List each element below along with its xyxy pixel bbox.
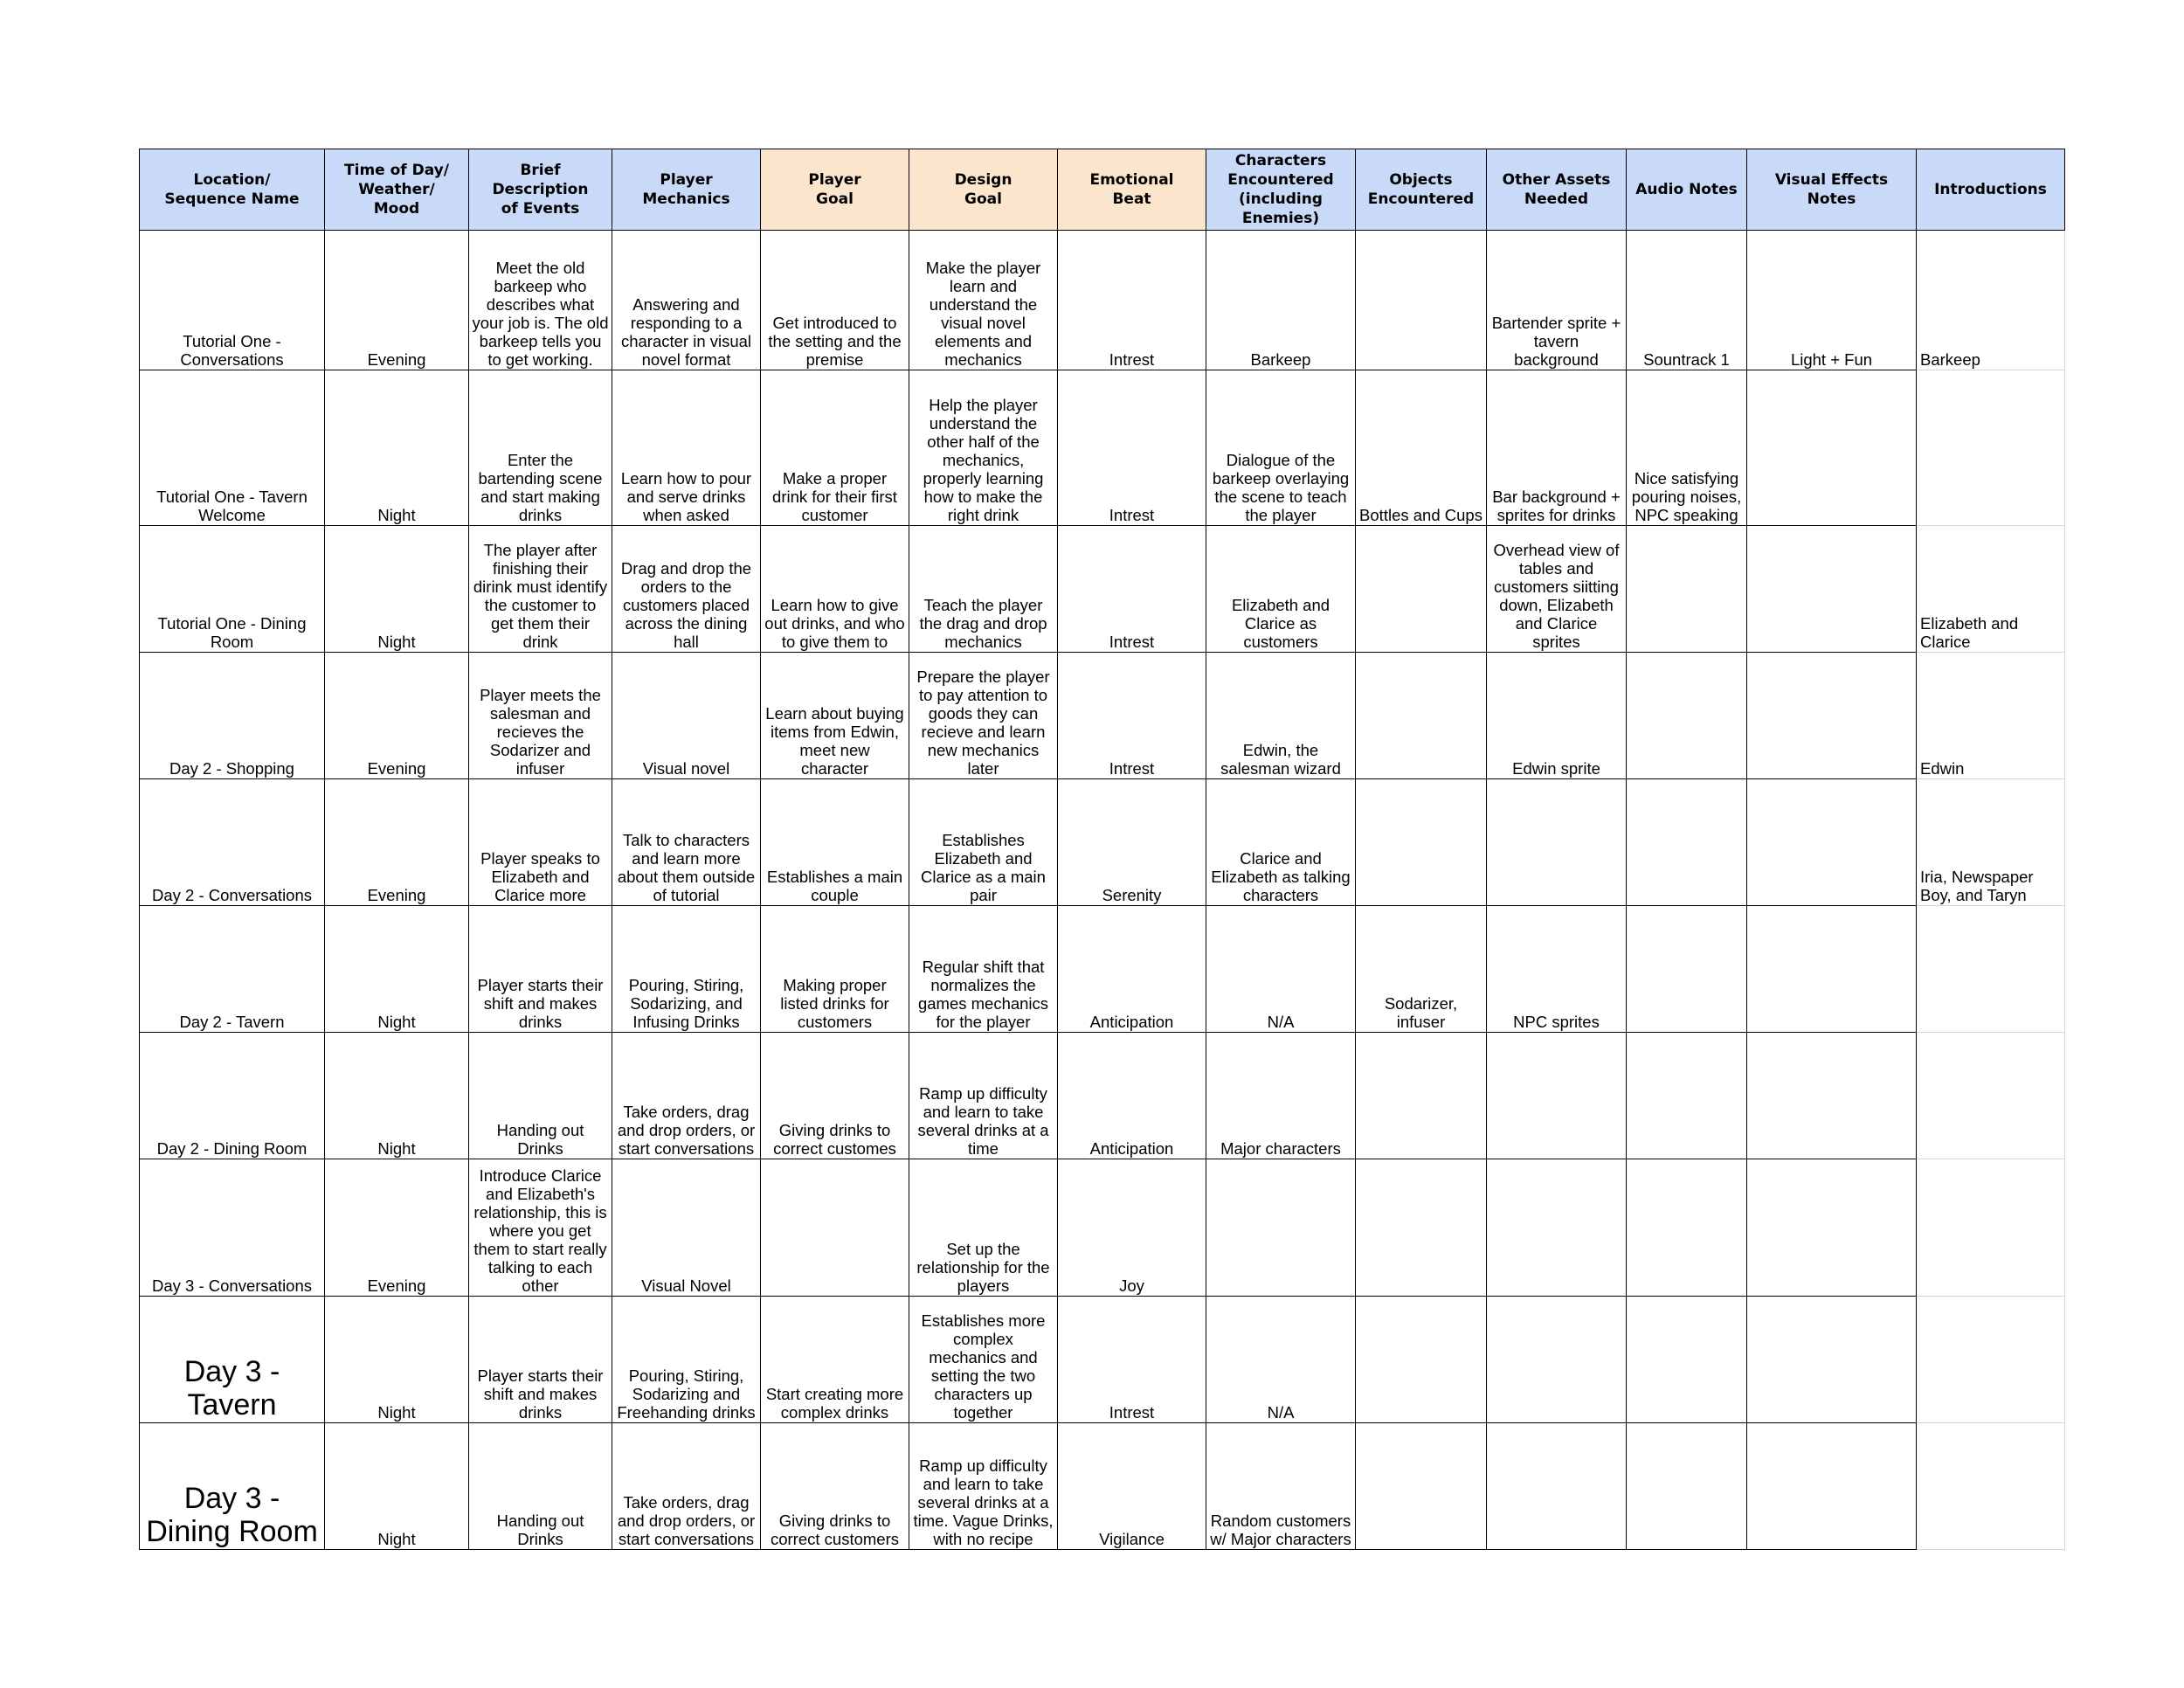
cell-design-goal: Prepare the player to pay attention to goods they can recieve and learn new mechanics later [909, 653, 1058, 779]
cell-introductions [1917, 1033, 2065, 1159]
cell-objects [1356, 1033, 1487, 1159]
cell-player-mechanics: Visual Novel [612, 1159, 761, 1297]
cell-description: Player speaks to Elizabeth and Clarice more [469, 779, 612, 906]
cell-audio-notes [1627, 906, 1747, 1033]
cell-objects [1356, 231, 1487, 370]
cell-other-assets: Bartender sprite + tavern background [1487, 231, 1627, 370]
cell-audio-notes: Nice satisfying pouring noises, NPC speaking [1627, 370, 1747, 526]
cell-description: Player meets the salesman and recieves the Sodarizer and infuser [469, 653, 612, 779]
cell-objects [1356, 1159, 1487, 1297]
cell-description: The player after finishing their dirink must identify the customer to get them their drink [469, 526, 612, 653]
cell-objects: Bottles and Cups [1356, 370, 1487, 526]
cell-characters: N/A [1206, 1297, 1356, 1423]
table-row [140, 779, 2065, 906]
cell-player-goal [761, 1159, 909, 1297]
cell-objects [1356, 1423, 1487, 1550]
cell-introductions: Elizabeth and Clarice [1917, 526, 2065, 653]
cell-visual-effects [1747, 779, 1917, 906]
cell-audio-notes [1627, 1159, 1747, 1297]
cell-player-mechanics: Pouring, Stiring, Sodarizing and Freehanding drinks [612, 1297, 761, 1423]
cell-player-goal: Start creating more complex drinks [761, 1297, 909, 1423]
cell-other-assets: Edwin sprite [1487, 653, 1627, 779]
cell-time-of-day: Night [325, 1297, 469, 1423]
cell-player-mechanics: Take orders, drag and drop orders, or start conversations [612, 1423, 761, 1550]
cell-time-of-day: Evening [325, 653, 469, 779]
cell-location: Tutorial One - Tavern Welcome [140, 370, 325, 526]
cell-visual-effects [1747, 1159, 1917, 1297]
cell-description: Introduce Clarice and Elizabeth's relationship, this is where you get them to start really talking to each other [469, 1159, 612, 1297]
cell-time-of-day: Night [325, 906, 469, 1033]
cell-introductions: Iria, Newspaper Boy, and Taryn [1917, 779, 2065, 906]
cell-description: Handing out Drinks [469, 1033, 612, 1159]
table-row [140, 1423, 2065, 1550]
column-header-visual-effects: Visual Effects Notes [1747, 149, 1917, 231]
cell-location: Day 2 - Shopping [140, 653, 325, 779]
cell-description: Meet the old barkeep who describes what your job is. The old barkeep tells you to get working. [469, 231, 612, 370]
cell-design-goal: Teach the player the drag and drop mechanics [909, 526, 1058, 653]
cell-location: Day 3 - Tavern [140, 1297, 325, 1423]
cell-player-goal: Making proper listed drinks for customers [761, 906, 909, 1033]
table-row [140, 526, 2065, 653]
cell-characters: Dialogue of the barkeep overlaying the scene to teach the player [1206, 370, 1356, 526]
cell-player-goal: Learn about buying items from Edwin, meet new character [761, 653, 909, 779]
table-row [140, 231, 2065, 370]
cell-location: Day 3 - Dining Room [140, 1423, 325, 1550]
column-header-time-of-day: Time of Day/ Weather/ Mood [325, 149, 469, 231]
cell-design-goal: Establishes Elizabeth and Clarice as a main pair [909, 779, 1058, 906]
cell-objects [1356, 1297, 1487, 1423]
column-header-player-goal: Player Goal [761, 149, 909, 231]
cell-emotional-beat: Intrest [1058, 526, 1206, 653]
cell-audio-notes [1627, 1033, 1747, 1159]
cell-player-mechanics: Talk to characters and learn more about them outside of tutorial [612, 779, 761, 906]
cell-time-of-day: Evening [325, 779, 469, 906]
cell-player-goal: Giving drinks to correct customes [761, 1033, 909, 1159]
cell-emotional-beat: Anticipation [1058, 906, 1206, 1033]
cell-player-goal: Get introduced to the setting and the premise [761, 231, 909, 370]
column-header-characters: Characters Encountered (including Enemies) [1206, 149, 1356, 231]
cell-location: Tutorial One - Dining Room [140, 526, 325, 653]
cell-introductions [1917, 906, 2065, 1033]
cell-characters: Barkeep [1206, 231, 1356, 370]
cell-design-goal: Ramp up difficulty and learn to take several drinks at a time. Vague Drinks, with no recipe [909, 1423, 1058, 1550]
cell-audio-notes [1627, 779, 1747, 906]
cell-introductions: Barkeep [1917, 231, 2065, 370]
cell-emotional-beat: Joy [1058, 1159, 1206, 1297]
cell-introductions [1917, 1423, 2065, 1550]
cell-other-assets: Bar background + sprites for drinks [1487, 370, 1627, 526]
cell-player-goal: Giving drinks to correct customers [761, 1423, 909, 1550]
cell-description: Player starts their shift and makes drinks [469, 1297, 612, 1423]
table-row [140, 1033, 2065, 1159]
column-header-emotional-beat: Emotional Beat [1058, 149, 1206, 231]
cell-characters: Major characters [1206, 1033, 1356, 1159]
cell-design-goal: Regular shift that normalizes the games mechanics for the player [909, 906, 1058, 1033]
cell-description: Handing out Drinks [469, 1423, 612, 1550]
cell-objects [1356, 779, 1487, 906]
cell-introductions [1917, 370, 2065, 526]
cell-other-assets [1487, 1159, 1627, 1297]
cell-time-of-day: Evening [325, 231, 469, 370]
cell-time-of-day: Evening [325, 1159, 469, 1297]
cell-design-goal: Make the player learn and understand the visual novel elements and mechanics [909, 231, 1058, 370]
cell-characters: Clarice and Elizabeth as talking characters [1206, 779, 1356, 906]
table-body [140, 231, 2065, 1550]
cell-description: Player starts their shift and makes drinks [469, 906, 612, 1033]
cell-other-assets [1487, 779, 1627, 906]
table-row [140, 1297, 2065, 1423]
cell-player-mechanics: Answering and responding to a character in visual novel format [612, 231, 761, 370]
cell-time-of-day: Night [325, 526, 469, 653]
cell-time-of-day: Night [325, 1033, 469, 1159]
cell-time-of-day: Night [325, 370, 469, 526]
cell-emotional-beat: Vigilance [1058, 1423, 1206, 1550]
cell-audio-notes [1627, 526, 1747, 653]
cell-visual-effects [1747, 906, 1917, 1033]
column-header-other-assets: Other Assets Needed [1487, 149, 1627, 231]
design-document-table [139, 149, 2065, 1550]
column-header-brief-description: Brief Description of Events [469, 149, 612, 231]
cell-design-goal: Ramp up difficulty and learn to take several drinks at a time [909, 1033, 1058, 1159]
cell-characters: N/A [1206, 906, 1356, 1033]
cell-objects: Sodarizer, infuser [1356, 906, 1487, 1033]
cell-design-goal: Help the player understand the other half of the mechanics, properly learning how to make the right drink [909, 370, 1058, 526]
cell-location: Day 2 - Conversations [140, 779, 325, 906]
cell-design-goal: Set up the relationship for the players [909, 1159, 1058, 1297]
cell-visual-effects [1747, 1423, 1917, 1550]
cell-visual-effects [1747, 526, 1917, 653]
cell-introductions: Edwin [1917, 653, 2065, 779]
cell-objects [1356, 526, 1487, 653]
cell-audio-notes [1627, 1423, 1747, 1550]
cell-location: Tutorial One - Conversations [140, 231, 325, 370]
cell-player-goal: Learn how to give out drinks, and who to give them to [761, 526, 909, 653]
cell-other-assets [1487, 1033, 1627, 1159]
cell-player-goal: Make a proper drink for their first customer [761, 370, 909, 526]
cell-audio-notes [1627, 1297, 1747, 1423]
table-row [140, 906, 2065, 1033]
cell-emotional-beat: Intrest [1058, 1297, 1206, 1423]
cell-time-of-day: Night [325, 1423, 469, 1550]
table-row [140, 370, 2065, 526]
cell-location: Day 2 - Tavern [140, 906, 325, 1033]
cell-other-assets [1487, 1423, 1627, 1550]
cell-player-goal: Establishes a main couple [761, 779, 909, 906]
column-header-location: Location/ Sequence Name [140, 149, 325, 231]
cell-characters [1206, 1159, 1356, 1297]
cell-characters: Random customers w/ Major characters [1206, 1423, 1356, 1550]
cell-other-assets [1487, 1297, 1627, 1423]
cell-player-mechanics: Learn how to pour and serve drinks when asked [612, 370, 761, 526]
cell-location: Day 3 - Conversations [140, 1159, 325, 1297]
cell-emotional-beat: Serenity [1058, 779, 1206, 906]
cell-visual-effects [1747, 1297, 1917, 1423]
column-header-objects: Objects Encountered [1356, 149, 1487, 231]
cell-characters: Elizabeth and Clarice as customers [1206, 526, 1356, 653]
cell-visual-effects [1747, 653, 1917, 779]
cell-emotional-beat: Anticipation [1058, 1033, 1206, 1159]
column-header-audio-notes: Audio Notes [1627, 149, 1747, 231]
header-row [140, 149, 2065, 231]
cell-characters: Edwin, the salesman wizard [1206, 653, 1356, 779]
column-header-introductions: Introductions [1917, 149, 2065, 231]
cell-emotional-beat: Intrest [1058, 231, 1206, 370]
column-header-player-mechanics: Player Mechanics [612, 149, 761, 231]
cell-player-mechanics: Pouring, Stiring, Sodarizing, and Infusing Drinks [612, 906, 761, 1033]
cell-objects [1356, 653, 1487, 779]
cell-location: Day 2 - Dining Room [140, 1033, 325, 1159]
cell-player-mechanics: Drag and drop the orders to the customers placed across the dining hall [612, 526, 761, 653]
cell-emotional-beat: Intrest [1058, 370, 1206, 526]
cell-other-assets: Overhead view of tables and customers siitting down, Elizabeth and Clarice sprites [1487, 526, 1627, 653]
table-row [140, 1159, 2065, 1297]
cell-other-assets: NPC sprites [1487, 906, 1627, 1033]
cell-player-mechanics: Take orders, drag and drop orders, or start conversations [612, 1033, 761, 1159]
cell-introductions [1917, 1159, 2065, 1297]
cell-audio-notes: Sountrack 1 [1627, 231, 1747, 370]
cell-introductions [1917, 1297, 2065, 1423]
table-row [140, 653, 2065, 779]
cell-description: Enter the bartending scene and start making drinks [469, 370, 612, 526]
cell-emotional-beat: Intrest [1058, 653, 1206, 779]
cell-visual-effects: Light + Fun [1747, 231, 1917, 370]
cell-visual-effects [1747, 1033, 1917, 1159]
cell-player-mechanics: Visual novel [612, 653, 761, 779]
column-header-design-goal: Design Goal [909, 149, 1058, 231]
cell-design-goal: Establishes more complex mechanics and setting the two characters up together [909, 1297, 1058, 1423]
cell-audio-notes [1627, 653, 1747, 779]
cell-visual-effects [1747, 370, 1917, 526]
